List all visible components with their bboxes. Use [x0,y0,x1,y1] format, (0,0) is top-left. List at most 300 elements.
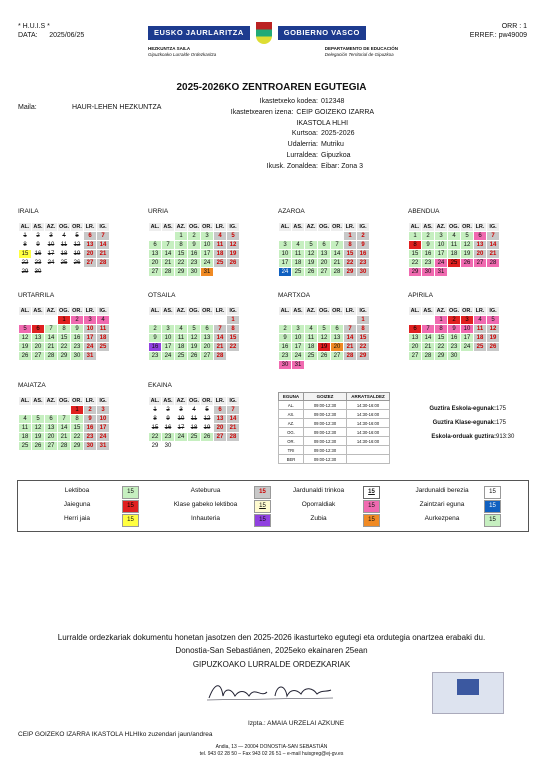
day-cell: 15 [58,334,71,343]
info-value: Eibar: Zona 3 [321,162,364,170]
day-cell [19,406,32,415]
day-cell: 21 [45,343,58,352]
weekday-header: OG. [58,308,70,314]
month-maiatza [18,382,110,451]
day-cell: 25 [474,343,487,352]
day-cell: 21 [227,424,240,433]
day-cell: 29 [58,352,71,361]
day-cell: 22 [175,259,188,268]
total-value: 175 [496,406,507,412]
day-cell: 1 [149,406,162,415]
day-cell: 24 [97,433,110,442]
day-cell: 8 [357,325,370,334]
day-cell: 15 [409,250,422,259]
day-cell: 17 [201,250,214,259]
day-cell: 13 [201,334,214,343]
schedule-cell: 09:00-12:30 [304,428,347,437]
day-cell: 26 [188,352,201,361]
day-cell: 8 [344,241,357,250]
day-cell: 13 [45,424,58,433]
day-cell: 7 [331,241,344,250]
day-cell: 18 [58,250,71,259]
day-cell: 12 [19,334,32,343]
schedule-cell: 09:00-12:30 [304,410,347,419]
crest-icon [256,22,272,44]
weekday-header: IG. [97,307,110,316]
legend [17,480,529,532]
approval-text: Lurralde ordezkariak dokumentu honetan jasotzen den 2025-2026 ikasturteko egutegi eta ordutegia onartzea erabaki du. [57,633,486,642]
day-cell: 9 [188,241,201,250]
month-title: OTSAILA [148,292,176,299]
day-cell: 10 [162,334,175,343]
weekday-header: IG. [357,223,370,232]
day-cell: 15 [71,424,84,433]
weekday-header: IG. [487,223,500,232]
day-cell: 15 [357,334,370,343]
day-cell: 18 [292,259,305,268]
month-title: ABENDUA [408,208,440,215]
day-cell: 24 [292,352,305,361]
weekday-header: OG. [318,308,330,314]
day-cell: 17 [461,334,474,343]
day-cell: 9 [357,241,370,250]
day-cell: 27 [214,433,227,442]
weekday-header: OR. [332,224,342,230]
day-cell: 20 [474,250,487,259]
day-cell: 8 [58,325,71,334]
day-cell: 20 [318,259,331,268]
official-stamp [432,672,504,714]
day-cell: 12 [461,241,474,250]
day-cell: 7 [162,241,175,250]
day-cell: 28 [227,433,240,442]
day-cell: 13 [214,415,227,424]
day-cell: 2 [149,325,162,334]
schedule-cell [347,446,390,455]
day-cell: 23 [71,343,84,352]
day-cell: 8 [71,415,84,424]
day-cell: 30 [84,442,97,451]
day-cell: 24 [175,433,188,442]
day-cell: 16 [188,250,201,259]
day-cell: 23 [279,352,292,361]
day-cell: 21 [331,259,344,268]
logo-left-text: EUSKO JAURLARITZA [148,26,250,40]
day-cell: 3 [292,325,305,334]
header-left [18,22,84,40]
day-cell: 15 [149,424,162,433]
day-cell: 21 [344,343,357,352]
day-cell: 24 [162,352,175,361]
page-number: ORR : 1 [501,23,527,30]
month-apirila [408,292,500,361]
day-cell: 6 [409,325,422,334]
day-cell: 5 [305,241,318,250]
day-cell: 17 [279,259,292,268]
day-cell: 3 [45,232,58,241]
legend-swatch: 15 [122,486,139,499]
weekday-header: IG. [227,307,240,316]
day-cell [188,316,201,325]
day-cell: 5 [318,325,331,334]
day-cell: 16 [84,424,97,433]
day-cell: 1 [19,232,32,241]
legend-swatch: 15 [363,500,380,513]
signatory-title: GIPUZKOAKO LURRALDE ORDEZKARIAK [192,660,351,669]
weekday-header: OG. [58,398,70,404]
day-cell: 27 [474,259,487,268]
day-cell: 12 [188,334,201,343]
day-cell: 14 [331,250,344,259]
day-cell: 24 [45,259,58,268]
info-row [200,140,400,151]
day-cell: 23 [422,259,435,268]
day-cell: 23 [188,259,201,268]
weekday-header: AL. [19,397,32,406]
stamp-logo-icon [457,679,479,695]
schedule-cell: OR. [279,437,304,446]
day-cell: 30 [357,268,370,277]
day-cell: 8 [149,415,162,424]
day-cell: 6 [318,241,331,250]
month-title: EKAINA [148,382,172,389]
day-cell: 21 [422,343,435,352]
legend-swatch: 15 [254,486,271,499]
day-cell [279,232,292,241]
day-cell: 24 [279,268,292,277]
day-cell: 27 [409,352,422,361]
day-cell: 11 [305,334,318,343]
day-cell: 5 [19,325,32,334]
day-cell: 18 [19,433,32,442]
day-cell: 16 [32,250,45,259]
day-cell: 28 [344,352,357,361]
day-cell: 6 [32,325,45,334]
day-cell [279,316,292,325]
day-cell: 4 [474,316,487,325]
day-cell: 14 [97,241,110,250]
weekday-header: LR. [344,223,357,232]
day-cell: 22 [71,433,84,442]
day-cell: 20 [45,433,58,442]
weekday-header: AL. [409,223,422,232]
schedule-cell: 14:30-16:00 [347,437,390,446]
info-key: Lurraldea: [286,151,318,159]
info-key: Udalerria: [287,141,318,149]
month-title: MAIATZA [18,382,46,389]
day-cell: 28 [162,268,175,277]
legend-label: Lektiboa [64,487,90,494]
level-value: HAUR-LEHEN HEZKUNTZA [71,104,162,111]
schedule-cell: 09:00-12:30 [304,419,347,428]
day-cell: 31 [292,361,305,370]
day-cell: 29 [175,268,188,277]
legend-swatch: 15 [484,486,501,499]
place-date: Donostia-San Sebastiánen, 2025eko ekainaren 25ean [175,646,368,655]
day-cell: 18 [448,250,461,259]
day-cell: 24 [84,343,97,352]
schedule-header: ARRATSALDEZ [347,393,390,401]
schedule-cell [347,455,390,464]
weekday-header: AZ. [435,307,448,316]
weekday-header: AZ. [45,307,58,316]
day-cell: 22 [227,343,240,352]
day-cell: 5 [188,325,201,334]
day-cell: 6 [331,325,344,334]
day-cell: 18 [214,250,227,259]
schedule-header: EGUNA [279,393,304,401]
day-cell: 19 [19,343,32,352]
month-grid [408,306,500,361]
day-cell: 8 [409,241,422,250]
day-cell: 20 [214,424,227,433]
day-cell: 14 [162,250,175,259]
logo-sub-left-2: Gipuzkoako Lurralde Ordezkaritza [148,51,217,57]
schedule-cell: 14:30-16:00 [347,410,390,419]
day-cell: 17 [97,424,110,433]
day-cell: 4 [214,232,227,241]
day-cell: 21 [162,259,175,268]
weekday-header: AL. [409,307,422,316]
day-cell: 15 [344,250,357,259]
weekday-header: LR. [214,307,227,316]
day-cell: 28 [331,268,344,277]
legend-swatch: 15 [484,514,501,527]
day-cell: 1 [227,316,240,325]
day-cell: 18 [188,424,201,433]
day-cell: 16 [162,424,175,433]
day-cell: 21 [97,250,110,259]
day-cell: 27 [84,259,97,268]
day-cell: 16 [279,343,292,352]
legend-swatch: 15 [122,514,139,527]
day-cell: 5 [227,232,240,241]
day-cell: 20 [409,343,422,352]
day-cell: 26 [227,259,240,268]
day-cell: 22 [357,343,370,352]
day-cell: 26 [461,259,474,268]
date-label: DATA: [18,32,38,39]
day-cell: 14 [45,334,58,343]
schedule-cell: 14:30-16:00 [347,419,390,428]
day-cell: 12 [227,241,240,250]
day-cell: 10 [435,241,448,250]
day-cell [162,232,175,241]
day-cell: 30 [32,268,45,277]
day-cell: 19 [227,250,240,259]
day-cell: 21 [58,433,71,442]
month-urtarrila [18,292,110,361]
address-line-1: Andia, 13 — 20004 DONOSTIA-SAN SEBASTIÁN [215,744,328,750]
day-cell: 15 [435,334,448,343]
day-cell: 4 [58,232,71,241]
legend-label: Zaintzari eguna [419,501,465,508]
info-row [200,97,400,108]
day-cell [32,406,45,415]
day-cell: 9 [279,334,292,343]
day-cell: 22 [435,343,448,352]
schedule-cell: 09:00-12:30 [304,437,347,446]
day-cell: 5 [71,232,84,241]
weekday-header: LR. [84,397,97,406]
day-cell: 11 [292,250,305,259]
month-title: URRIA [148,208,169,215]
month-abendua [408,208,500,277]
weekday-header: AZ. [45,223,58,232]
day-cell: 5 [487,316,500,325]
day-cell: 9 [71,325,84,334]
day-cell: 11 [188,415,201,424]
day-cell: 6 [149,241,162,250]
day-cell: 21 [487,250,500,259]
day-cell: 12 [201,415,214,424]
day-cell: 25 [305,352,318,361]
weekday-header: LR. [474,223,487,232]
day-cell: 23 [32,259,45,268]
weekday-header: AZ. [45,397,58,406]
level-row [18,104,161,111]
weekday-header: AL. [19,307,32,316]
day-cell: 22 [149,433,162,442]
day-cell: 22 [409,259,422,268]
day-cell: 29 [19,268,32,277]
day-cell: 12 [318,334,331,343]
day-cell [45,406,58,415]
weekday-header: AL. [149,307,162,316]
signature-image [205,678,335,704]
weekday-header: AZ. [175,397,188,406]
weekday-header: IG. [227,223,240,232]
day-cell: 19 [71,250,84,259]
day-cell: 12 [32,424,45,433]
day-cell: 16 [71,334,84,343]
month-title: IRAILA [18,208,39,215]
day-cell: 22 [19,259,32,268]
day-cell: 9 [32,241,45,250]
day-cell: 19 [461,250,474,259]
day-cell: 3 [279,241,292,250]
day-cell: 19 [32,433,45,442]
day-cell: 16 [422,250,435,259]
day-cell: 27 [45,442,58,451]
day-cell: 13 [84,241,97,250]
weekday-header: OR. [462,224,472,230]
day-cell: 11 [214,241,227,250]
info-value: CEIP GOIZEKO IZARRA IKASTOLA HLHI [296,108,374,127]
day-cell: 14 [344,334,357,343]
month-grid [278,306,370,370]
day-cell [214,316,227,325]
weekday-header: AS. [293,224,303,230]
day-cell: 5 [32,415,45,424]
weekday-header: OR. [72,224,82,230]
day-cell: 27 [201,352,214,361]
day-cell: 1 [409,232,422,241]
day-cell: 19 [487,334,500,343]
total-value: 913:30 [496,434,515,440]
reference: ERREF.: pw49009 [469,32,527,39]
total-label: Guztira Klase-egunak: [432,420,496,426]
weekday-header: AZ. [175,307,188,316]
weekday-header: OR. [202,308,212,314]
total-row [408,434,518,440]
weekday-header: AS. [33,398,43,404]
day-cell: 26 [305,268,318,277]
weekday-header: LR. [84,307,97,316]
day-cell: 4 [19,415,32,424]
day-cell: 13 [474,241,487,250]
day-cell: 9 [149,334,162,343]
day-cell: 19 [305,259,318,268]
month-ekaina [148,382,240,451]
info-row [200,108,400,130]
day-cell: 18 [305,343,318,352]
logo-right-text: GOBIERNO VASCO [278,26,366,40]
day-cell: 28 [58,442,71,451]
day-cell: 29 [149,442,162,451]
legend-swatch: 15 [363,514,380,527]
legend-label: Herri jaia [63,515,90,522]
day-cell: 9 [162,415,175,424]
day-cell: 25 [97,343,110,352]
day-cell [422,316,435,325]
weekday-header: OR. [462,308,472,314]
day-cell: 14 [214,334,227,343]
weekday-header: AS. [33,224,43,230]
day-cell: 11 [97,325,110,334]
addressee: CEIP GOIZEKO IZARRA IKASTOLA HLHIko zuzendari jaun/andrea [18,731,213,738]
month-grid [278,222,370,277]
day-cell [292,232,305,241]
day-cell: 28 [214,352,227,361]
info-key: Kurtsoa: [291,130,318,138]
day-cell: 3 [461,316,474,325]
day-cell: 7 [422,325,435,334]
day-cell: 3 [201,232,214,241]
day-cell: 2 [188,232,201,241]
month-grid [18,396,110,451]
day-cell: 23 [162,433,175,442]
weekday-header: LR. [84,223,97,232]
day-cell [32,316,45,325]
day-cell: 10 [97,415,110,424]
schedule-cell: AL. [279,401,304,410]
weekday-header: AZ. [435,223,448,232]
day-cell: 10 [279,250,292,259]
day-cell: 30 [422,268,435,277]
weekday-header: OG. [188,308,200,314]
weekday-header: AL. [149,397,162,406]
day-cell: 2 [357,232,370,241]
weekday-header: IG. [487,307,500,316]
schedule-cell: TRI [279,446,304,455]
school-info [200,97,400,173]
weekday-header: AS. [423,224,433,230]
weekday-header: AS. [163,224,173,230]
day-cell [331,316,344,325]
day-cell: 26 [201,433,214,442]
legend-swatch: 15 [254,500,271,513]
day-cell: 4 [97,316,110,325]
month-grid [148,396,240,451]
day-cell: 23 [84,433,97,442]
day-cell: 12 [71,241,84,250]
day-cell: 17 [435,250,448,259]
day-cell: 13 [318,250,331,259]
day-cell: 6 [214,406,227,415]
day-cell: 7 [227,406,240,415]
day-cell: 13 [409,334,422,343]
